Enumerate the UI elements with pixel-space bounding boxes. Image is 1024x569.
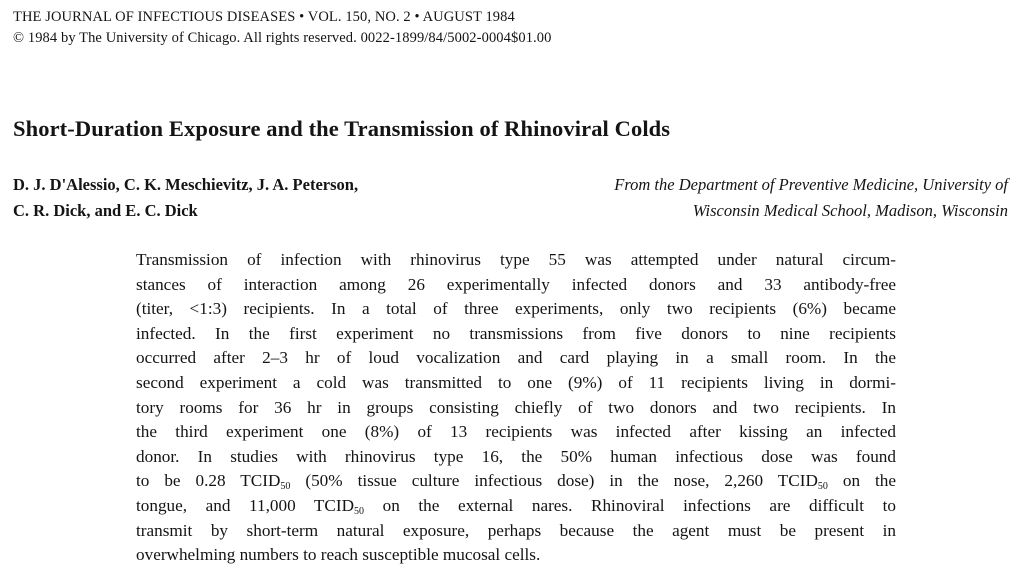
- subscript-50: 50: [354, 505, 365, 517]
- authors-line-2: C. R. Dick, and E. C. Dick: [13, 201, 198, 220]
- abstract-line: tory rooms for 36 hr in groups consisting chiefly of two donors and two recipients. In: [136, 397, 896, 417]
- abstract-line-tcid-nares: [136, 494, 896, 519]
- abstract-text: (50% tissue culture infectious dose) in the nose, 2,260 TCID: [290, 471, 818, 491]
- abstract-text: on the: [827, 471, 897, 491]
- authors-line-1: D. J. D'Alessio, C. K. Meschievitz, J. A. Peterson,: [13, 175, 359, 194]
- article-title: Short-Duration Exposure and the Transmission of Rhinoviral Colds: [13, 116, 671, 141]
- copyright-line: © 1984 by The University of Chicago. All rights reserved. 0022-1899/84/5002-0004$01.00: [13, 30, 552, 46]
- subscript-50: 50: [280, 481, 291, 493]
- abstract-line: (titer, <1:3) recipients. In a total of three experiments, only two recipients (6%) became: [136, 299, 896, 319]
- affiliation-line-1: From the Department of Preventive Medicine, University of: [614, 175, 1008, 194]
- abstract-text: to be 0.28 TCID: [136, 471, 281, 491]
- abstract: [136, 248, 896, 568]
- abstract-line: Transmission of infection with rhinovirus type 55 was attempted under natural circum-: [136, 250, 896, 269]
- affiliation-line-2: Wisconsin Medical School, Madison, Wisconsin: [692, 201, 1008, 220]
- abstract-line: infected. In the first experiment no transmissions from five donors to nine recipients: [136, 323, 896, 343]
- abstract-text: on the external nares. Rhinoviral infections are difficult to: [364, 495, 896, 515]
- abstract-line: second experiment a cold was transmitted to one (9%) of 11 recipients living in dormi-: [136, 372, 896, 392]
- abstract-line: occurred after 2–3 hr of loud vocalization and card playing in a small room. In the: [136, 348, 896, 368]
- abstract-line: the third experiment one (8%) of 13 recipients was infected after kissing an infected: [136, 422, 896, 442]
- journal-citation-line: THE JOURNAL OF INFECTIOUS DISEASES • VOL. 150, NO. 2 • AUGUST 1984: [13, 9, 515, 25]
- abstract-text: tongue, and 11,000 TCID: [136, 495, 355, 515]
- subscript-50: 50: [817, 481, 828, 493]
- abstract-line-tcid-nose-tongue: [136, 469, 896, 494]
- abstract-line: donor. In studies with rhinovirus type 16, the 50% human infectious dose was found: [136, 446, 896, 466]
- abstract-line-final: overwhelming numbers to reach susceptible mucosal cells.: [136, 545, 541, 565]
- abstract-line: stances of interaction among 26 experimentally infected donors and 33 antibody-free: [136, 274, 896, 294]
- abstract-line: transmit by short-term natural exposure, perhaps because the agent must be present in: [136, 520, 896, 540]
